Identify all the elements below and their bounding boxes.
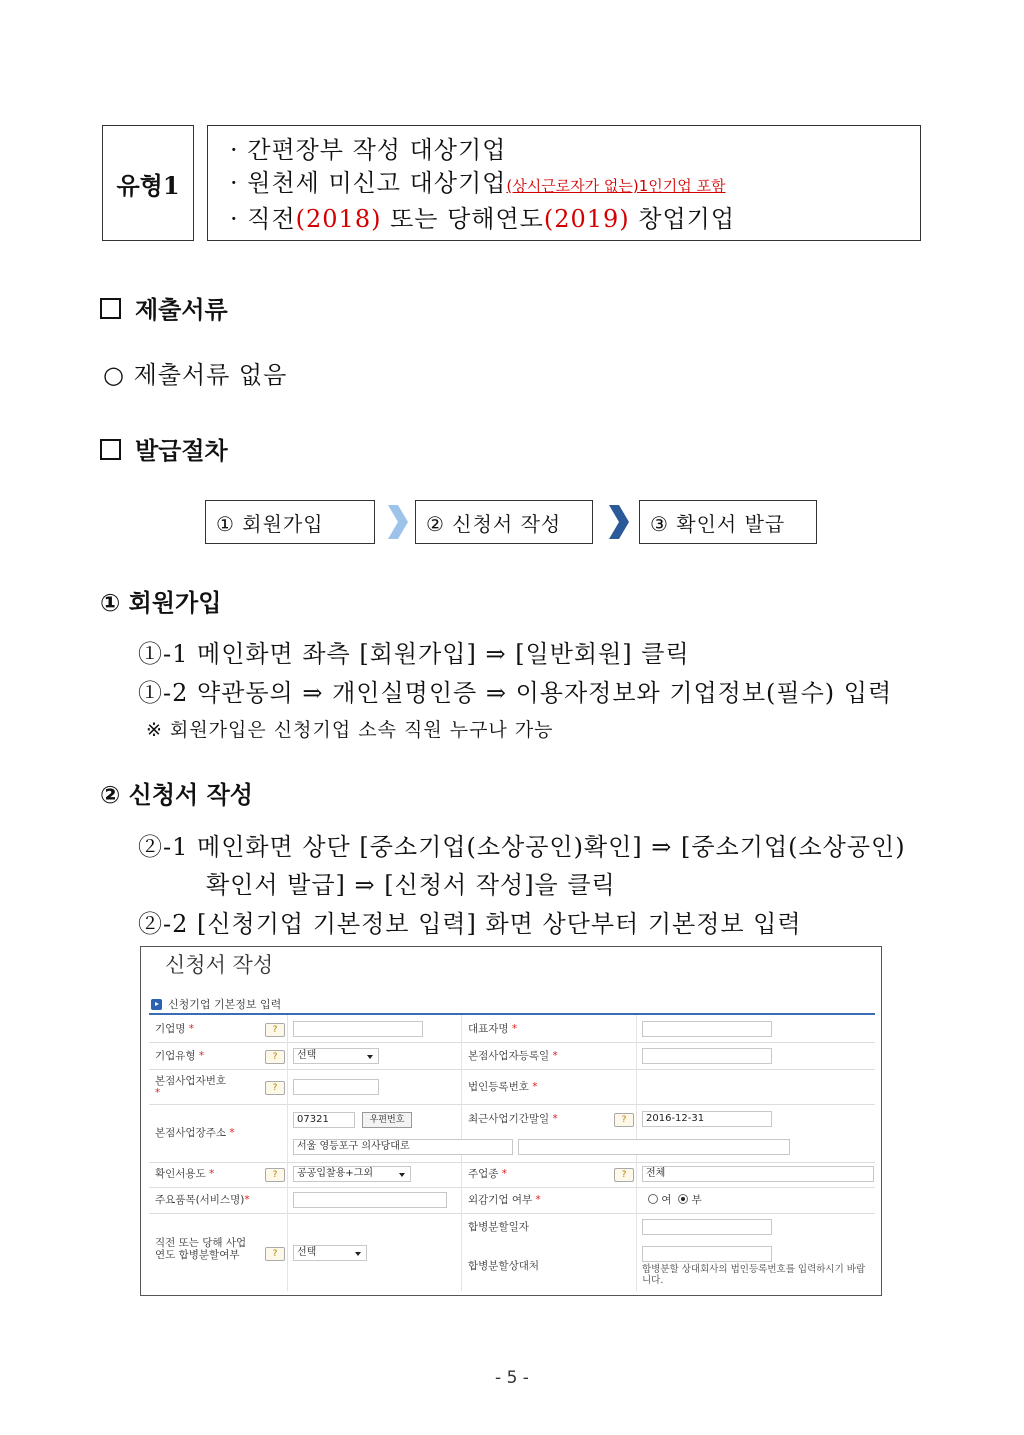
label-purpose-text: 확인서용도 bbox=[155, 1168, 206, 1180]
required-mark: * bbox=[188, 1023, 195, 1035]
fiscal-end-input[interactable]: 2016-12-31 bbox=[642, 1111, 772, 1127]
help-icon[interactable]: ? bbox=[265, 1247, 285, 1261]
address-input-2[interactable] bbox=[518, 1139, 790, 1155]
label-ceo-name-text: 대표자명 bbox=[468, 1023, 509, 1035]
industry-input[interactable]: 전체 bbox=[642, 1166, 874, 1182]
row-divider bbox=[149, 1069, 875, 1070]
row-divider bbox=[149, 1213, 875, 1214]
required-mark: * bbox=[209, 1168, 215, 1180]
required-mark: * bbox=[244, 1194, 250, 1206]
section-heading-issue bbox=[100, 431, 228, 466]
type-item-3 bbox=[230, 203, 920, 236]
section-heading-docs bbox=[100, 290, 228, 325]
process-step-1: ① 회원가입 bbox=[205, 500, 375, 544]
required-mark: * bbox=[155, 1087, 161, 1099]
type-item-2-note: (상시근로자가 없는)1인기업 포함 bbox=[506, 177, 726, 195]
foreign-radio-group bbox=[648, 1194, 702, 1206]
company-type-select-value: 선택 bbox=[297, 1050, 317, 1061]
label-company-type-text: 기업유형 bbox=[155, 1050, 196, 1062]
chevron-right-icon bbox=[384, 503, 410, 541]
step2-heading: ② 신청서 작성 bbox=[100, 781, 253, 809]
row-divider bbox=[149, 1042, 875, 1043]
label-merge: 직전 또는 당해 사업연도 합병분할여부 bbox=[155, 1237, 247, 1261]
form-title: 신청서 작성 bbox=[165, 953, 274, 977]
hq-reg-date-input[interactable] bbox=[642, 1048, 772, 1064]
step1-line-2: ①-2 약관동의 ⇒ 개인실명인증 ⇒ 이용자정보와 기업정보(필수) 입력 bbox=[138, 679, 893, 707]
type-item-1-text: · 간편장부 작성 대상기업 bbox=[230, 136, 507, 164]
dropdown-arrow-icon bbox=[355, 1252, 361, 1256]
help-icon[interactable]: ? bbox=[614, 1168, 634, 1182]
label-merge-date: 합병분할일자 bbox=[468, 1221, 529, 1233]
step1-line-1: ①-1 메인화면 좌측 [회원가입] ⇒ [일반회원] 클릭 bbox=[138, 640, 690, 668]
type-item-1 bbox=[230, 134, 920, 167]
label-company-name-text: 기업명 bbox=[155, 1023, 186, 1035]
step2-line-2: 확인서 발급] ⇒ [신청서 작성]을 클릭 bbox=[206, 871, 616, 899]
type-item-3-mid: 또는 당해연도 bbox=[381, 205, 544, 233]
label-hq-address-text: 본점사업장주소 bbox=[155, 1127, 227, 1139]
docs-item: ○ 제출서류 없음 bbox=[103, 361, 288, 389]
type-item-3-post: 창업기업 bbox=[629, 205, 736, 233]
type-item-2 bbox=[230, 167, 920, 203]
label-corp-reg-no-text: 법인등록번호 bbox=[468, 1081, 529, 1093]
column-divider bbox=[287, 1015, 288, 1291]
address-input-1[interactable]: 서울 영등포구 의사당대로 bbox=[293, 1139, 513, 1155]
label-fiscal-end-text: 최근사업기간말일 bbox=[468, 1113, 550, 1125]
label-foreign-text: 외감기업 여부 bbox=[468, 1194, 533, 1206]
help-icon[interactable]: ? bbox=[265, 1168, 285, 1182]
section-heading-docs-text: 제출서류 bbox=[135, 296, 228, 324]
ceo-name-input[interactable] bbox=[642, 1021, 772, 1037]
purpose-select-value: 공공입찰용+그외 bbox=[297, 1168, 373, 1179]
foreign-yes-radio[interactable] bbox=[648, 1194, 658, 1204]
merge-partner-input[interactable] bbox=[642, 1246, 772, 1262]
company-type-select[interactable] bbox=[293, 1048, 379, 1064]
step2-line-3: ②-2 [신청기업 기본정보 입력] 화면 상단부터 기본정보 입력 bbox=[138, 910, 802, 938]
label-hq-address bbox=[155, 1127, 235, 1139]
play-icon bbox=[151, 999, 162, 1010]
foreign-yes-label: 여 bbox=[661, 1194, 672, 1206]
merge-date-input[interactable] bbox=[642, 1219, 772, 1235]
form-subtitle bbox=[151, 996, 281, 1012]
type-item-3-year-prev: (2018) bbox=[295, 205, 382, 233]
merge-partner-help: 합병분할 상대회사의 법인등록번호를 입력하시기 바랍니다. bbox=[642, 1264, 866, 1286]
label-merge-partner: 합병분할상대처 bbox=[468, 1260, 540, 1272]
checkbox-square-icon bbox=[100, 439, 121, 460]
type-item-2-text: · 원천세 미신고 대상기업 bbox=[230, 169, 507, 197]
label-main-product-text: 주요품목(서비스명) bbox=[155, 1194, 245, 1206]
zip-input[interactable]: 07321 bbox=[293, 1112, 355, 1128]
row-divider bbox=[149, 1162, 875, 1163]
row-divider bbox=[149, 1104, 875, 1105]
zip-search-button[interactable]: 우편번호 bbox=[362, 1112, 412, 1128]
label-hq-reg-date-text: 본점사업자등록일 bbox=[468, 1050, 550, 1062]
help-icon[interactable]: ? bbox=[614, 1113, 634, 1127]
label-hq-biz-no bbox=[155, 1075, 255, 1099]
label-hq-reg-date bbox=[468, 1050, 558, 1062]
purpose-select[interactable] bbox=[293, 1166, 411, 1182]
type-item-3-year-curr: (2019) bbox=[543, 205, 630, 233]
checkbox-square-icon bbox=[100, 298, 121, 319]
help-icon[interactable]: ? bbox=[265, 1023, 285, 1037]
step2-line-1: ②-1 메인화면 상단 [중소기업(소상공인)확인] ⇒ [중소기업(소상공인) bbox=[138, 833, 906, 861]
type-label: 유형1 bbox=[102, 125, 194, 241]
label-ceo-name bbox=[468, 1023, 517, 1035]
section-heading-issue-text: 발급절차 bbox=[135, 437, 228, 465]
form-divider bbox=[149, 1013, 875, 1015]
merge-select-value: 선택 bbox=[297, 1247, 317, 1258]
type-item-3-pre: · 직전 bbox=[230, 205, 296, 233]
label-main-product bbox=[155, 1194, 250, 1206]
chevron-right-icon bbox=[605, 503, 631, 541]
help-icon[interactable]: ? bbox=[265, 1081, 285, 1095]
required-mark: * bbox=[552, 1113, 558, 1125]
required-mark: * bbox=[501, 1168, 508, 1180]
page-number: - 5 - bbox=[495, 1368, 529, 1388]
label-fiscal-end bbox=[468, 1113, 558, 1125]
label-purpose bbox=[155, 1168, 214, 1180]
required-mark: * bbox=[198, 1050, 205, 1062]
process-step-2: ② 신청서 작성 bbox=[415, 500, 593, 544]
label-company-name bbox=[155, 1023, 194, 1035]
application-form-screenshot bbox=[140, 946, 882, 1296]
step1-note: ※ 회원가입은 신청기업 소속 직원 누구나 가능 bbox=[146, 719, 554, 741]
label-hq-biz-no-text: 본점사업자번호 bbox=[155, 1075, 227, 1087]
process-step-3: ③ 확인서 발급 bbox=[639, 500, 817, 544]
merge-select[interactable] bbox=[293, 1245, 367, 1261]
required-mark: * bbox=[535, 1194, 541, 1206]
dropdown-arrow-icon bbox=[399, 1173, 405, 1177]
step1-heading: ① 회원가입 bbox=[100, 589, 222, 617]
form-subtitle-text: 신청기업 기본정보 입력 bbox=[168, 998, 282, 1011]
label-corp-reg-no bbox=[468, 1081, 537, 1093]
required-mark: * bbox=[552, 1050, 558, 1062]
company-name-input[interactable] bbox=[293, 1021, 423, 1037]
row-divider bbox=[149, 1187, 875, 1188]
required-mark: * bbox=[229, 1127, 235, 1139]
label-industry-text: 주업종 bbox=[468, 1168, 499, 1180]
foreign-no-radio[interactable] bbox=[678, 1194, 688, 1204]
required-mark: * bbox=[511, 1023, 518, 1035]
label-foreign bbox=[468, 1194, 541, 1206]
label-industry bbox=[468, 1168, 507, 1180]
dropdown-arrow-icon bbox=[367, 1055, 373, 1059]
required-mark: * bbox=[532, 1081, 538, 1093]
foreign-no-label: 부 bbox=[691, 1194, 702, 1206]
hq-biz-no-input[interactable] bbox=[293, 1079, 379, 1095]
help-icon[interactable]: ? bbox=[265, 1050, 285, 1064]
label-company-type bbox=[155, 1050, 204, 1062]
type-description-box bbox=[207, 125, 921, 241]
main-product-input[interactable] bbox=[293, 1192, 447, 1208]
